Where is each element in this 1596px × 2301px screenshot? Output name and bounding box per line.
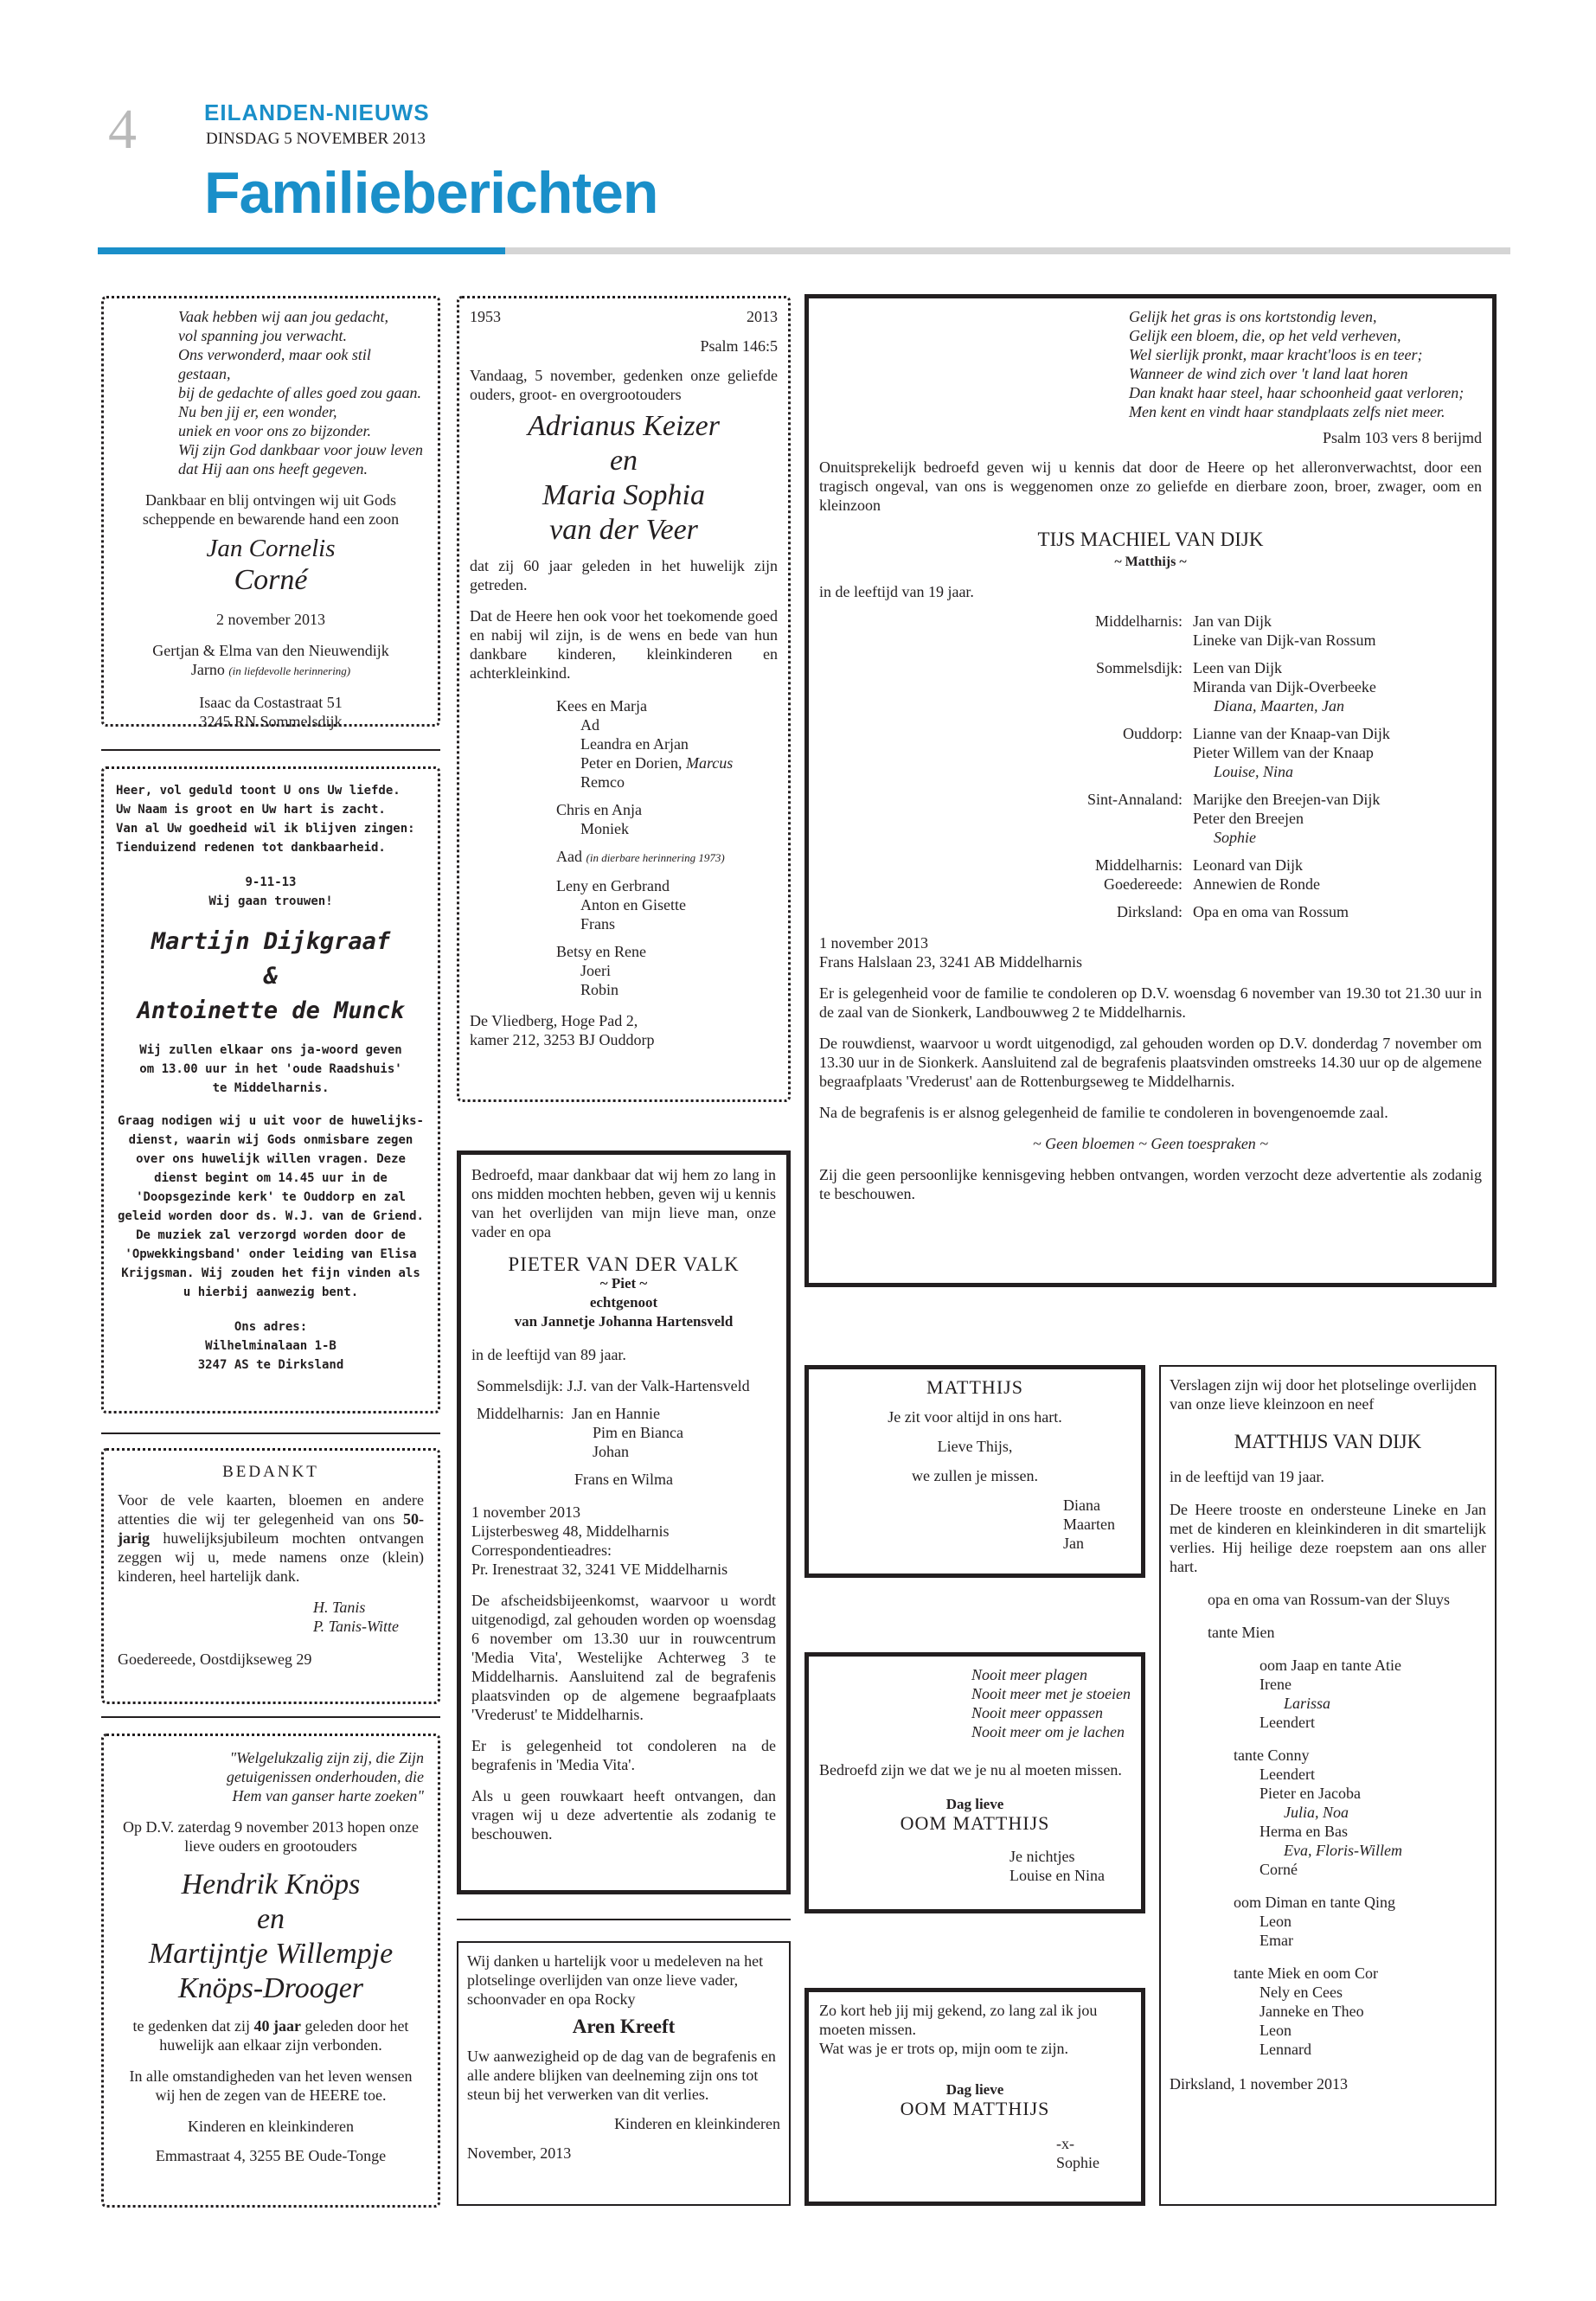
family-member: Leon bbox=[1259, 2022, 1292, 2039]
family-member: Leon bbox=[1259, 1913, 1292, 1930]
family-member: Moniek bbox=[580, 820, 629, 837]
relative-children: Diana, Maarten, Jan bbox=[1214, 697, 1344, 715]
family-head bbox=[556, 696, 778, 715]
grand-age: in de leeftijd van 19 jaar. bbox=[1170, 1468, 1324, 1485]
thanks-announcement bbox=[101, 1448, 440, 1704]
card-name: OOM MATTHIJS bbox=[900, 2098, 1050, 2119]
family-member: Robin bbox=[580, 981, 619, 998]
relative-name: Pieter Willem van der Knaap bbox=[1193, 744, 1374, 761]
valk-text: Als u geen rouwkaart heeft ontvangen, dan vragen wij u deze advertentie als zodanig te beschouwen. bbox=[471, 1787, 776, 1843]
address-line: 3245 RN Sommelsdijk bbox=[199, 713, 343, 730]
relative-group bbox=[819, 658, 1482, 715]
service-invite: Graag nodigen wij u uit voor de huwelijks-dienst, waarin wij Gods onmisbare zegen over ons huwelijk willen vragen. Deze dienst begint om 14.45 uur in de 'Doopsgezinde kerk' te Ouddorp en zal geleid worden door ds. W.J. van de Griend. De muziek zal verzorgd worden door de 'Opwekkingsband' onder leiding van Elisa Krijgsman. Wij zouden het fijn vinden als u hierbij aanwezig bent. bbox=[117, 1114, 424, 1299]
grandparents: opa en oma van Rossum-van der Sluys bbox=[1208, 1591, 1450, 1608]
newspaper-logo[interactable]: EILANDEN-NIEUWS bbox=[204, 99, 430, 125]
family-group bbox=[556, 696, 778, 792]
family-group bbox=[1234, 1893, 1486, 1950]
relative-name: Marijke den Breejen-van Dijk bbox=[1193, 791, 1381, 808]
family-group bbox=[1234, 1964, 1486, 2059]
relative-children: Louise, Nina bbox=[1214, 763, 1294, 780]
address-line: Isaac da Costastraat 51 bbox=[199, 694, 343, 711]
header-rule-accent bbox=[98, 247, 505, 254]
card-greeting: Dag lieve bbox=[945, 1796, 1004, 1812]
relative-group bbox=[819, 790, 1482, 847]
family-head-name: Betsy en Rene bbox=[556, 943, 646, 960]
thanks-text-part: Voor de vele kaarten, bloemen en andere attenties die wij ter gelegenheid van ons bbox=[118, 1491, 424, 1528]
family-head bbox=[556, 942, 778, 961]
poem-line: Nooit meer met je stoeien bbox=[971, 1685, 1131, 1702]
issue-date: DINSDAG 5 NOVEMBER 2013 bbox=[206, 130, 426, 148]
relative-place bbox=[819, 809, 1193, 828]
relative-place bbox=[819, 743, 1193, 762]
conjunction: en bbox=[256, 1903, 285, 1935]
family-group bbox=[556, 942, 778, 999]
poem-line: Gelijk een bloem, die, op het veld verheven, bbox=[1129, 327, 1401, 344]
relative-line: Frans en Wilma bbox=[574, 1471, 673, 1488]
poem-line: Wij zijn God dankbaar voor jouw leven bbox=[178, 441, 423, 458]
family-group bbox=[556, 847, 778, 868]
dijk-address: Frans Halslaan 23, 3241 AB Middelharnis bbox=[819, 953, 1082, 971]
relatives-list bbox=[819, 612, 1482, 921]
card-greeting: Dag lieve bbox=[945, 2081, 1004, 2098]
card-text: Zo kort heb jij mij gekend, zo lang zal ik jou moeten missen. bbox=[819, 2002, 1098, 2038]
poem-line: Ons verwonderd, maar ook stil gestaan, bbox=[178, 346, 371, 382]
couple-name: Adrianus Keizer bbox=[528, 410, 720, 442]
kreeft-name: Aren Kreeft bbox=[572, 2016, 676, 2037]
relative-name: Johan bbox=[593, 1443, 629, 1460]
wedding-announce: Wij gaan trouwen! bbox=[208, 894, 333, 908]
child-callname: Corné bbox=[234, 564, 308, 596]
grandparents-obituary bbox=[1159, 1365, 1497, 2206]
family-member: Joeri bbox=[580, 962, 611, 979]
family-member: Frans bbox=[580, 915, 615, 933]
sibling-note: (in liefdevolle herinnering) bbox=[228, 664, 351, 677]
card-line: Lieve Thijs, bbox=[937, 1438, 1013, 1455]
relative-row bbox=[819, 658, 1482, 677]
valk-address: Pr. Irenestraat 32, 3241 VE Middelharnis bbox=[471, 1561, 728, 1578]
keizer-anniversary bbox=[457, 296, 791, 1102]
relative-row bbox=[819, 612, 1482, 631]
poem-line: Gelijk het gras is ons kortstondig leven, bbox=[1129, 308, 1377, 325]
poem-line: Nooit meer plagen bbox=[971, 1666, 1087, 1683]
poem-line: Vaak hebben wij aan jou gedacht, bbox=[178, 308, 388, 325]
kreeft-intro: Wij danken u hartelijk voor u medeleven na het plotselinge overlijden van onze lieve vader, schoonvader en opa Rocky bbox=[467, 1952, 764, 2008]
signature: Kinderen en kleinkinderen bbox=[188, 2118, 354, 2135]
relative-spacer bbox=[819, 828, 1193, 847]
relative-children: Sophie bbox=[1214, 829, 1256, 846]
relative-place: Sint-Annaland: bbox=[1087, 791, 1183, 808]
anniversary-years: 40 jaar bbox=[253, 2017, 301, 2035]
dijk-age: in de leeftijd van 19 jaar. bbox=[819, 583, 974, 600]
family-group bbox=[556, 800, 778, 838]
family-group bbox=[556, 876, 778, 933]
family-head: oom Diman en tante Qing bbox=[1234, 1894, 1395, 1911]
conjunction: en bbox=[609, 445, 638, 477]
relative-place: Sommelsdijk: bbox=[1095, 659, 1183, 676]
keizer-text: Dat de Heere hen ook voor het toekomende goed en nabij wil zijn, is de wens en bede van hun dankbare kinderen, kleinkinderen en achterkleinkind. bbox=[470, 607, 778, 682]
anniversary-intro: Op D.V. zaterdag 9 november 2013 hopen onze lieve ouders en grootouders bbox=[122, 1818, 420, 1855]
poem-line: dat Hij aan ons heeft gegeven. bbox=[178, 460, 368, 478]
deceased-name: PIETER VAN DER VALK bbox=[508, 1253, 740, 1275]
deceased-name: MATTHIJS VAN DIJK bbox=[1234, 1431, 1422, 1452]
dijk-text: De rouwdienst, waarvoor u wordt uitgenodigd, zal gehouden worden op D.V. donderdag 7 november om 13.30 uur in de Sionkerk. Aansluitend zal de begrafenis plaatsvinden omstreeks 14.30 uur op de algemene begraafplaats 'Vrederust' aan de Rottenburgseweg te Middelharnis. bbox=[819, 1035, 1482, 1090]
valk-address: Correspondentieadres: bbox=[471, 1541, 612, 1559]
dijk-text: Zij die geen persoonlijke kennisgeving hebben ontvangen, worden verzocht deze advertentie als zodanig te beschouwen. bbox=[819, 1166, 1482, 1202]
divider bbox=[101, 1716, 440, 1718]
relative-name: Annewien de Ronde bbox=[1193, 875, 1320, 893]
ceremony-text: Wij zullen elkaar ons ja-woord geven om 13.00 uur in het 'oude Raadshuis' te Middelharnis. bbox=[139, 1043, 402, 1095]
deceased-nickname: ~ Matthijs ~ bbox=[1114, 554, 1187, 569]
poem-line: Men kent en vindt haar standplaats zelfs niet meer. bbox=[1129, 403, 1445, 420]
family-head bbox=[556, 876, 778, 895]
family-member: Nely en Cees bbox=[1259, 1984, 1343, 2001]
signature: Maarten bbox=[1063, 1516, 1115, 1533]
dijk-obituary bbox=[804, 294, 1497, 1287]
valk-text: Er is gelegenheid tot condoleren na de begrafenis in 'Media Vita'. bbox=[471, 1737, 776, 1773]
birth-poem bbox=[118, 307, 424, 478]
card-text: Wat was je er trots op, mijn oom te zijn. bbox=[819, 2040, 1068, 2057]
page-number: 4 bbox=[108, 98, 137, 161]
signature: Louise en Nina bbox=[1010, 1867, 1105, 1884]
relative-spacer bbox=[819, 696, 1193, 715]
family-list bbox=[1170, 1656, 1486, 2059]
couple-name: Martijntje Willempje bbox=[148, 1938, 394, 1970]
poem-line: vol spanning jou verwacht. bbox=[178, 327, 347, 344]
family-member-child: Eva, Floris-Willem bbox=[1284, 1842, 1402, 1859]
verse-line: Heer, vol geduld toont U ons Uw liefde. bbox=[116, 784, 401, 798]
year-to: 2013 bbox=[747, 308, 778, 325]
family-member-child: Julia, Noa bbox=[1284, 1804, 1349, 1821]
relative-place: Middelharnis: bbox=[1095, 612, 1183, 630]
thanks-text bbox=[118, 1490, 424, 1586]
relative-group bbox=[819, 875, 1482, 894]
keizer-address: De Vliedberg, Hoge Pad 2, bbox=[470, 1012, 638, 1029]
section-title: Familieberichten bbox=[204, 160, 658, 226]
valk-age: in de leeftijd van 89 jaar. bbox=[471, 1346, 626, 1363]
relative-row bbox=[819, 762, 1482, 781]
valk-obituary bbox=[457, 1150, 791, 1894]
relative-place bbox=[819, 631, 1193, 650]
anniversary-announcement bbox=[101, 1734, 440, 2208]
poem-line: Nooit meer oppassen bbox=[971, 1704, 1103, 1721]
relative-row bbox=[819, 631, 1482, 650]
card-title: MATTHIJS bbox=[926, 1376, 1023, 1398]
verse-line: Uw Naam is groot en Uw hart is zacht. bbox=[116, 803, 386, 817]
family-member: Irene bbox=[1259, 1676, 1292, 1693]
family-head-name: Aad bbox=[556, 848, 582, 865]
valk-intro: Bedroefd, maar dankbaar dat wij hem zo lang in ons midden mochten hebben, geven wij u kennis van het overlijden van mijn lieve man, onze vader en opa bbox=[471, 1166, 776, 1240]
signature: Diana bbox=[1063, 1497, 1100, 1514]
card-line: we zullen je missen. bbox=[912, 1467, 1038, 1484]
signature: H. Tanis bbox=[313, 1599, 366, 1616]
poem-line: bij de gedachte of alles goed zou gaan. bbox=[178, 384, 421, 401]
poem-line: uniek en voor ons zo bijzonder. bbox=[178, 422, 371, 439]
family-head-name: Leny en Gerbrand bbox=[556, 877, 670, 894]
grand-intro: Verslagen zijn wij door het plotselinge overlijden van onze lieve kleinzoon en neef bbox=[1170, 1376, 1477, 1413]
poem-line: Wanneer de wind zich over 't land laat horen bbox=[1129, 365, 1408, 382]
keizer-address: kamer 212, 3253 BJ Ouddorp bbox=[470, 1031, 655, 1048]
family-head bbox=[556, 800, 778, 819]
anniversary-text bbox=[118, 2016, 424, 2054]
psalm-ref: Psalm 146:5 bbox=[700, 337, 778, 355]
deceased-nickname: ~ Piet ~ bbox=[599, 1275, 648, 1292]
address-line: 3247 AS te Dirksland bbox=[197, 1358, 344, 1372]
family-head: tante Conny bbox=[1234, 1747, 1310, 1764]
relative-place bbox=[819, 677, 1193, 696]
relative-row bbox=[819, 790, 1482, 809]
signature: Kinderen en kleinkinderen bbox=[614, 2115, 780, 2132]
address-line: Wilhelminalaan 1-B bbox=[205, 1339, 337, 1353]
divider bbox=[101, 749, 440, 751]
relative-name: Jan en Hannie bbox=[572, 1405, 660, 1422]
birth-announcement bbox=[101, 296, 440, 730]
relative-row bbox=[819, 696, 1482, 715]
dijk-date: 1 november 2013 bbox=[819, 934, 928, 952]
poem-line: Nooit meer om je lachen bbox=[971, 1723, 1125, 1740]
relative-place: Middelharnis: bbox=[477, 1405, 564, 1422]
sibling-line bbox=[118, 660, 424, 681]
family-member: Herma en Bas bbox=[1259, 1823, 1348, 1840]
birth-intro: Dankbaar en blij ontvingen wij uit Gods scheppende en bewarende hand een zoon bbox=[142, 491, 400, 528]
address-label: Ons adres: bbox=[234, 1320, 308, 1334]
family-member: Ad bbox=[580, 716, 599, 734]
relation: echtgenoot bbox=[589, 1294, 658, 1311]
valk-date: 1 november 2013 bbox=[471, 1503, 580, 1521]
matthijs-card-2 bbox=[804, 1652, 1145, 1913]
divider bbox=[101, 1433, 440, 1434]
relation: van Jannetje Johanna Hartensveld bbox=[514, 1313, 734, 1330]
grand-date: Dirksland, 1 november 2013 bbox=[1170, 2075, 1348, 2093]
relative-row bbox=[819, 856, 1482, 875]
family-member: Peter en Dorien, Marcus bbox=[580, 754, 734, 772]
family-head: oom Jaap en tante Atie bbox=[1259, 1657, 1401, 1674]
verse-line: Tienduizend redenen tot dankbaarheid. bbox=[116, 841, 386, 855]
poem-line: Dan knakt haar steel, haar schoonheid gaat verloren; bbox=[1129, 384, 1465, 401]
relative-group bbox=[471, 1404, 776, 1461]
birth-date: 2 november 2013 bbox=[216, 611, 325, 628]
anniversary-quote: "Welgelukzalig zijn zij, die Zijn getuigenissen onderhouden, die Hem van ganser harte zoeken" bbox=[226, 1749, 424, 1804]
relative-row bbox=[819, 743, 1482, 762]
kreeft-date: November, 2013 bbox=[467, 2144, 572, 2162]
family-head-name: Kees en Marja bbox=[556, 697, 647, 715]
keizer-text: dat zij 60 jaar geleden in het huwelijk zijn getreden. bbox=[470, 557, 778, 593]
family-head-name: Chris en Anja bbox=[556, 801, 642, 818]
sibling-name: Jarno bbox=[190, 661, 225, 678]
relative-name: Peter den Breejen bbox=[1193, 810, 1304, 827]
wedding-date: 9-11-13 bbox=[245, 875, 297, 889]
matthijs-card-3 bbox=[804, 1988, 1145, 2206]
relative-name: Leonard van Dijk bbox=[1193, 856, 1303, 874]
anniversary-text-part: geleden door het huwelijk aan elkaar zijn verbonden. bbox=[159, 2017, 409, 2054]
family-member: Corné bbox=[1259, 1861, 1298, 1878]
dijk-text: Na de begrafenis is er alsnog gelegenheid de familie te condoleren in bovengenoemde zaal. bbox=[819, 1104, 1388, 1121]
family-member: Janneke en Theo bbox=[1259, 2003, 1364, 2020]
family-member: Leandra en Arjan bbox=[580, 735, 689, 753]
anniversary-wish: In alle omstandigheden van het leven wensen wij hen de zegen van de HEERE toe. bbox=[129, 2067, 413, 2104]
relative-row bbox=[819, 677, 1482, 696]
relative-name: Lineke van Dijk-van Rossum bbox=[1193, 631, 1376, 649]
keizer-intro: Vandaag, 5 november, gedenken onze geliefde ouders, groot- en overgrootouders bbox=[470, 367, 778, 403]
relative-spacer bbox=[819, 762, 1193, 781]
ampersand: & bbox=[263, 963, 279, 990]
couple-name: Hendrik Knöps bbox=[181, 1868, 361, 1900]
family-group bbox=[1234, 1746, 1486, 1879]
poem-line: Nu ben jij er, een wonder, bbox=[178, 403, 337, 420]
relative-group bbox=[819, 902, 1482, 921]
wedding-verse bbox=[116, 781, 426, 857]
family-member: Remco bbox=[580, 773, 625, 791]
relative-row bbox=[819, 809, 1482, 828]
family-group bbox=[1234, 1656, 1486, 1732]
year-from: 1953 bbox=[470, 308, 501, 325]
matthijs-card-1 bbox=[804, 1365, 1145, 1578]
relative-line: Sommelsdijk: J.J. van der Valk-Hartensveld bbox=[477, 1377, 750, 1394]
relative-name: Jan van Dijk bbox=[1193, 612, 1272, 630]
relative-row bbox=[819, 875, 1482, 894]
signature: Jan bbox=[1063, 1535, 1084, 1552]
relative-place: Goedereede: bbox=[1104, 875, 1183, 893]
parents: Gertjan & Elma van den Nieuwendijk bbox=[152, 642, 389, 659]
thanks-place: Goedereede, Oostdijkseweg 29 bbox=[118, 1650, 312, 1668]
relative-name: Pim en Bianca bbox=[593, 1424, 683, 1441]
family-member: Leendert bbox=[1259, 1766, 1315, 1783]
groom-name: Martijn Dijkgraaf bbox=[151, 928, 391, 955]
relative-name: Leen van Dijk bbox=[1193, 659, 1282, 676]
family-member: Lennard bbox=[1259, 2041, 1311, 2058]
anniversary-text-part: te gedenken dat zij bbox=[132, 2017, 250, 2035]
card-line: Je zit voor altijd in ons hart. bbox=[888, 1408, 1062, 1426]
psalm-ref: Psalm 103 vers 8 berijmd bbox=[1323, 429, 1482, 446]
couple-name: Knöps-Drooger bbox=[177, 1972, 364, 2004]
header-rule bbox=[505, 247, 1510, 254]
family-member: Pieter en Jacoba bbox=[1259, 1785, 1361, 1802]
child-name: Jan Cornelis bbox=[206, 535, 336, 562]
wedding-announcement bbox=[101, 766, 440, 1413]
divider bbox=[457, 1919, 791, 1920]
year-range bbox=[470, 307, 778, 326]
family-member-child: Larissa bbox=[1284, 1695, 1331, 1712]
anniversary-address: Emmastraat 4, 3255 BE Oude-Tonge bbox=[155, 2147, 387, 2164]
relative-name: Lianne van der Knaap-van Dijk bbox=[1193, 725, 1390, 742]
grand-text: De Heere trooste en ondersteune Lineke en Jan met de kinderen en kleinkinderen in dit smartelijk verlies. Hij heilige deze roepstem aan ons aller hart. bbox=[1170, 1501, 1486, 1575]
deceased-name: TIJS MACHIEL VAN DIJK bbox=[1037, 529, 1264, 550]
family-list bbox=[470, 696, 778, 999]
dijk-note: ~ Geen bloemen ~ Geen toespraken ~ bbox=[1032, 1135, 1269, 1152]
family-member-child: Marcus bbox=[685, 754, 734, 772]
family-member: Emar bbox=[1259, 1932, 1293, 1949]
signature: P. Tanis-Witte bbox=[313, 1618, 400, 1635]
signature: Je nichtjes bbox=[1010, 1848, 1075, 1865]
relative-row bbox=[819, 828, 1482, 847]
kreeft-thanks bbox=[457, 1941, 791, 2206]
relative-group bbox=[819, 724, 1482, 781]
bride-name: Antoinette de Munck bbox=[137, 997, 405, 1024]
kreeft-text: Uw aanwezigheid op de dag van de begrafenis en alle andere blijken van deelneming zijn ons tot steun bij het verwerken van dit verlies. bbox=[467, 2048, 776, 2103]
card-name: OOM MATTHIJS bbox=[900, 1812, 1050, 1834]
poem-line: Wel sierlijk pronkt, maar kracht'loos is en teer; bbox=[1129, 346, 1423, 363]
family-head: tante Miek en oom Cor bbox=[1234, 1965, 1378, 1982]
relative-place: Middelharnis: bbox=[1095, 856, 1183, 874]
family-note: (in dierbare herinnering 1973) bbox=[586, 851, 725, 864]
couple-name: Maria Sophia bbox=[542, 479, 705, 511]
relative-group bbox=[819, 856, 1482, 875]
thanks-text-part: huwelijksjubileum mochten ontvangen zeggen wij u, mede namens onze (klein) kinderen, heel hartelijk dank. bbox=[118, 1529, 425, 1585]
card-poem bbox=[819, 1665, 1131, 1741]
jubilee-years: 50-jarig bbox=[118, 1510, 425, 1547]
family-head bbox=[556, 847, 778, 868]
signature: -x- bbox=[1056, 2135, 1074, 2152]
relative-row bbox=[819, 902, 1482, 921]
dijk-poem bbox=[819, 307, 1482, 421]
relative-row bbox=[819, 724, 1482, 743]
relative-name: Opa en oma van Rossum bbox=[1193, 903, 1349, 920]
family-member: Leendert bbox=[1259, 1714, 1315, 1731]
signature: Sophie bbox=[1056, 2154, 1100, 2171]
relative-group bbox=[819, 612, 1482, 650]
family-member: Anton en Gisette bbox=[580, 896, 686, 913]
relative-line: tante Mien bbox=[1208, 1624, 1275, 1641]
relative-place: Dirksland: bbox=[1117, 903, 1183, 920]
dijk-intro: Onuitsprekelijk bedroefd geven wij u kennis dat door de Heere op het alleronverwachtst, door een tragisch ongeval, van ons is weggenomen onze zo geliefde en dierbare zoon, broer, zwager, oom en kleinzoon bbox=[819, 458, 1482, 514]
couple-name: van der Veer bbox=[549, 514, 698, 546]
relative-place: Ouddorp: bbox=[1123, 725, 1183, 742]
relative-name: Miranda van Dijk-Overbeeke bbox=[1193, 678, 1376, 695]
thanks-title: BEDANKT bbox=[222, 1463, 319, 1481]
card-text: Bedroefd zijn we dat we je nu al moeten missen. bbox=[819, 1761, 1122, 1779]
valk-address: Lijsterbesweg 48, Middelharnis bbox=[471, 1522, 670, 1540]
valk-text: De afscheidsbijeenkomst, waarvoor u wordt uitgenodigd, zal gehouden worden op woensdag 6 november om 13.30 uur in rouwcentrum 'Media Vita', Westelijke Achterweg 3 te Middelharnis. Aansluitend zal de begrafenis plaatsvinden op de algemene begraafplaats 'Vrederust' te Middelharnis. bbox=[471, 1592, 776, 1723]
verse-line: Van al Uw goedheid wil ik blijven zingen: bbox=[116, 822, 415, 836]
dijk-text: Er is gelegenheid voor de familie te condoleren op D.V. woensdag 6 november van 19.30 tot 21.30 uur in de zaal van de Sionkerk, Landbouwweg 2 te Middelharnis. bbox=[819, 984, 1482, 1021]
